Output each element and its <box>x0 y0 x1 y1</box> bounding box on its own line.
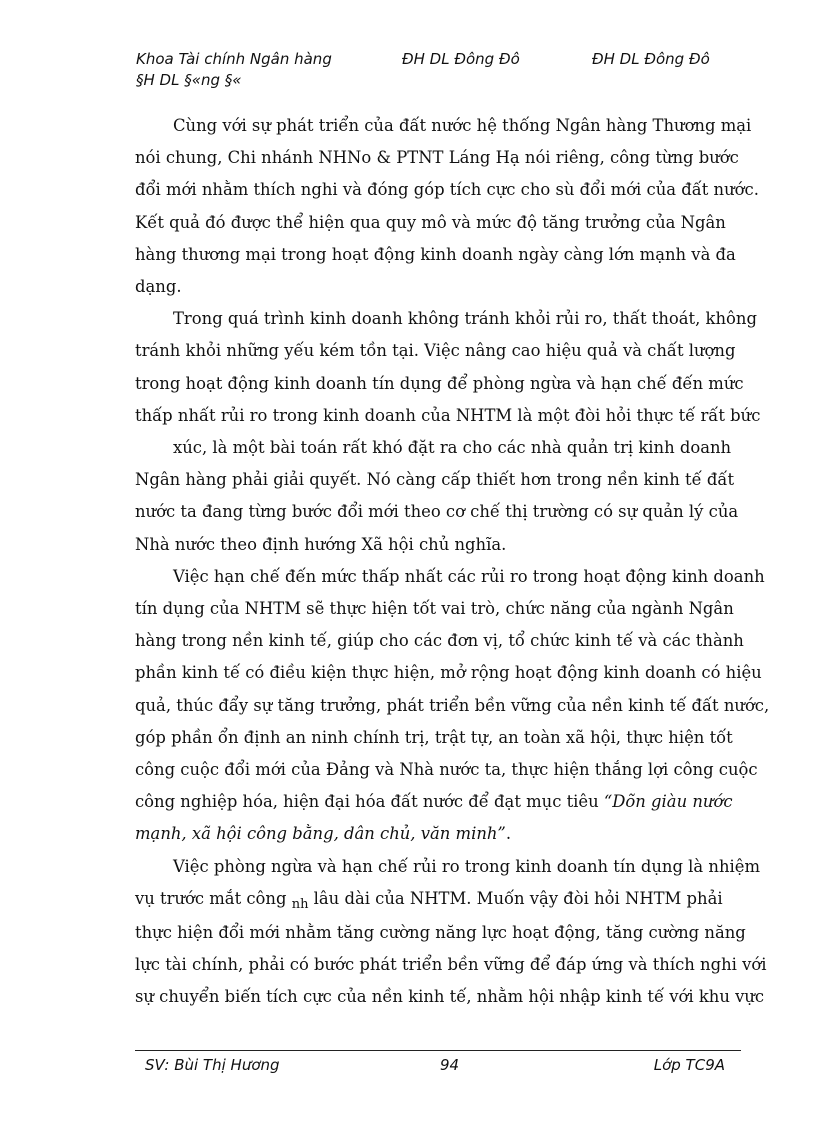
paragraph-3-line: phần kinh tế có điều kiện thực hiện, mở rộng hoạt động kinh doanh có hiệu <box>135 663 762 683</box>
paragraph-4-text: vụ trước mắt công <box>135 888 287 908</box>
paragraph-2-line: xúc, là một bài toán rất khó đặt ra cho các nhà quản trị kinh doanh <box>173 438 732 458</box>
paragraph-3-line <box>135 786 733 818</box>
paragraph-1-line: hàng thương mại trong hoạt động kinh doanh ngày càng lớn mạnh và đa <box>135 244 736 264</box>
stray-subscript: nh <box>291 896 309 912</box>
paragraph-2-line: trong hoạt động kinh doanh tín dụng để phòng ngừa và hạn chế đến mức <box>135 373 744 393</box>
paragraph-3-line: công cuộc đổi mới của Đảng và Nhà nước ta, thực hiện thắng lợi công cuộc <box>135 760 758 780</box>
paragraph-1-line: Kết quả đó được thể hiện qua quy mô và mức độ tăng trưởng của Ngân <box>135 212 726 232</box>
header-university-right: ĐH DL Đông Đô <box>592 50 710 68</box>
paragraph-3-line: hàng trong nền kinh tế, giúp cho các đơn vị, tổ chức kinh tế và các thành <box>135 631 744 651</box>
paragraph-1-line: nói chung, Chi nhánh NHNo & PTNT Láng Hạ nói riêng, công từng bước <box>135 148 739 168</box>
paragraph-3-text: công nghiệp hóa, hiện đại hóa đất nước để đạt mục tiêu <box>135 792 599 812</box>
paragraph-3-line: Việc hạn chế đến mức thấp nhất các rủi ro trong hoạt động kinh doanh <box>173 566 765 586</box>
paragraph-4-line: Việc phòng ngừa và hạn chế rủi ro trong kinh doanh tín dụng là nhiệm <box>173 856 760 876</box>
header-university-garbled: §H DL §«ng §« <box>136 71 242 89</box>
paragraph-3-line <box>135 818 720 850</box>
header-university-center: ĐH DL Đông Đô <box>402 50 520 68</box>
paragraph-1-line: dạng. <box>135 277 182 297</box>
footer-page-number: 94 <box>440 1056 460 1074</box>
paragraph-1-line: đổi mới nhằm thích nghi và đóng góp tích cực cho sù đổi mới của đất nước. <box>135 180 759 200</box>
paragraph-4-line: thực hiện đổi mới nhằm tăng cường năng lực hoạt động, tăng cường năng <box>135 923 746 943</box>
paragraph-3-period: . <box>505 824 512 844</box>
paragraph-2-line: nước ta đang từng bước đổi mới theo cơ chế thị trường có sự quản lý của <box>135 502 739 522</box>
page-header <box>136 50 736 92</box>
slogan-quote-end: mạnh, xã hội công bằng, dân chủ, văn minh” <box>135 824 506 844</box>
paragraph-2-line: Ngân hàng phải giải quyết. Nó càng cấp thiết hơn trong nền kinh tế đất <box>135 470 735 490</box>
footer-student-name: SV: Bùi Thị Hương <box>145 1056 280 1074</box>
paragraph-4-line: sự chuyển biến tích cực của nền kinh tế, nhằm hội nhập kinh tế với khu vực <box>135 987 765 1007</box>
paragraph-3-line: góp phần ổn định an ninh chính trị, trật tự, an toàn xã hội, thực hiện tốt <box>135 727 733 747</box>
footer-divider <box>135 1050 741 1051</box>
footer-class: Lớp TC9A <box>653 1056 725 1074</box>
paragraph-3-line: quả, thúc đẩy sự tăng trưởng, phát triển bền vững của nền kinh tế đất nước, <box>135 695 770 715</box>
paragraph-1-line: Cùng với sự phát triển của đất nước hệ thống Ngân hàng Thương mại <box>173 116 752 135</box>
paragraph-4-line <box>135 883 723 917</box>
paragraph-2-line: Trong quá trình kinh doanh không tránh khỏi rủi ro, thất thoát, không <box>173 309 757 329</box>
paragraph-2-line: thấp nhất rủi ro trong kinh doanh của NHTM là một đòi hỏi thực tế rất bức <box>135 405 761 425</box>
paragraph-3-line: tín dụng của NHTM sẽ thực hiện tốt vai trò, chức năng của ngành Ngân <box>135 599 734 619</box>
page-footer <box>145 1056 725 1078</box>
paragraph-2-line: tránh khỏi những yếu kém tồn tại. Việc nâng cao hiệu quả và chất lượng <box>135 341 736 361</box>
paragraph-4-text: lâu dài của NHTM. Muốn vậy đòi hỏi NHTM phải <box>313 888 723 908</box>
body-text <box>135 110 770 1014</box>
paragraph-2-line: Nhà nước theo định hướng Xã hội chủ nghĩa. <box>135 534 507 554</box>
paragraph-4-line: lực tài chính, phải có bước phát triển bền vững để đáp ứng và thích nghi với <box>135 955 767 975</box>
header-department: Khoa Tài chính Ngân hàng <box>136 50 332 68</box>
slogan-quote-start: “Dõn giàu nước <box>603 792 733 812</box>
